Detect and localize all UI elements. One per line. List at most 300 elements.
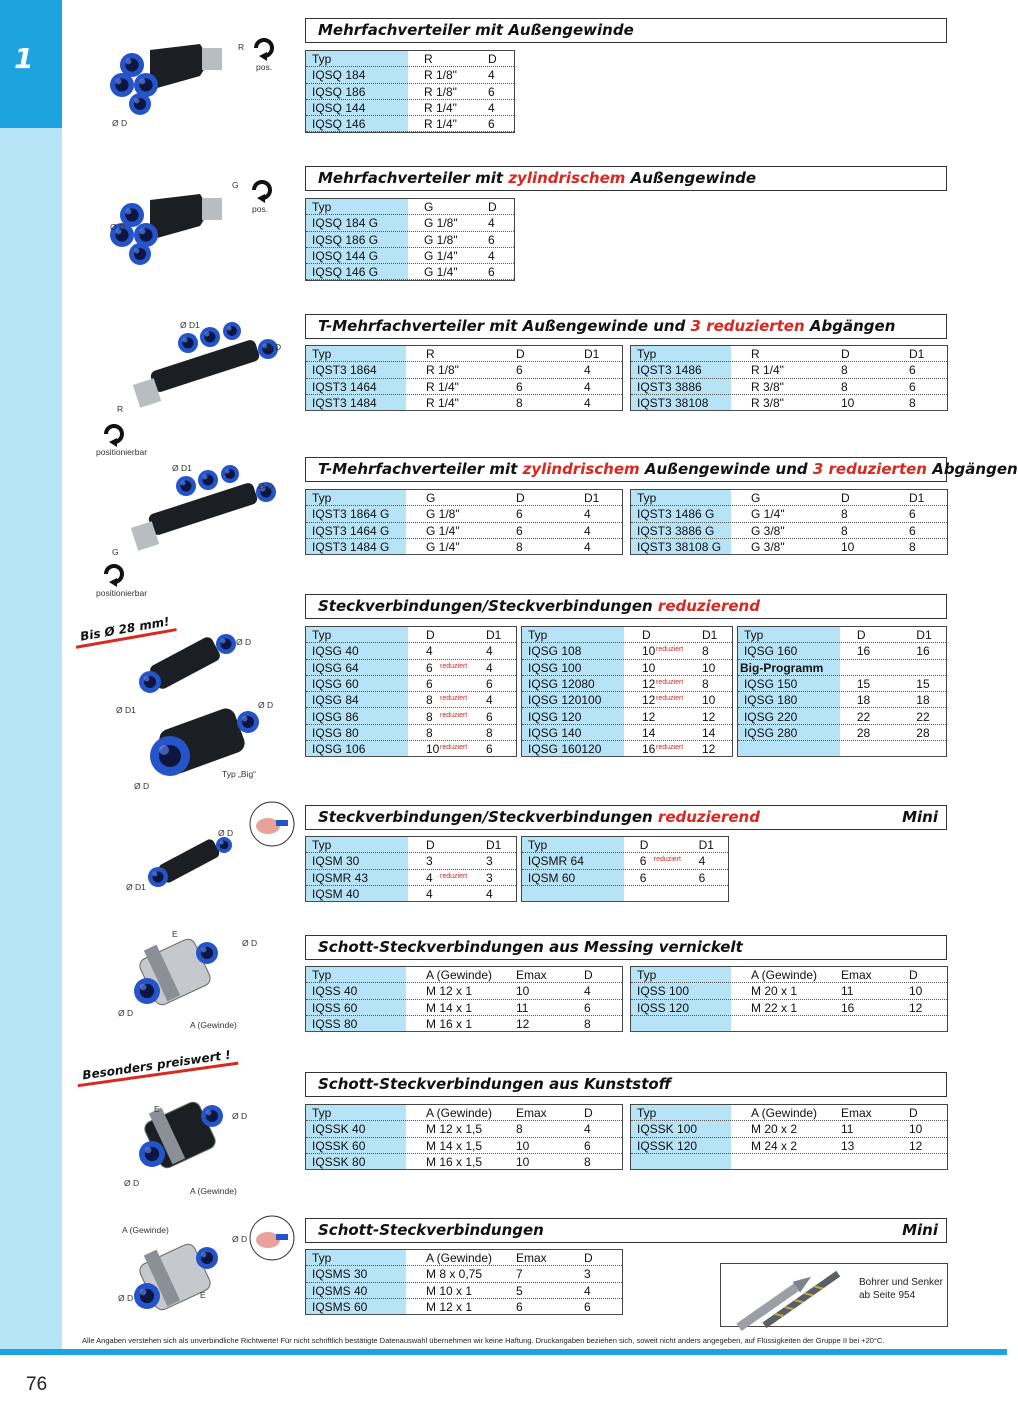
rotate-icon — [248, 176, 276, 204]
value-cell: 6 — [426, 676, 433, 691]
column-header: D1 — [584, 491, 600, 505]
table-row[interactable] — [522, 692, 732, 708]
spec-table — [305, 1249, 623, 1315]
value-cell: 6 — [488, 265, 495, 280]
table-row[interactable] — [522, 660, 732, 676]
title-part: Außengewinde — [625, 169, 757, 187]
title-highlight: 3 reduzierten — [812, 460, 927, 478]
value-cell: M 14 x 1 — [426, 1000, 473, 1015]
value-cell: M 10 x 1 — [426, 1283, 473, 1298]
value-cell: 8 — [426, 693, 433, 708]
value-cell: 6 — [639, 870, 647, 885]
image-label: Ø D1 — [116, 705, 136, 715]
title-part: T-Mehrfachverteiler mit Außengewinde und — [318, 317, 691, 335]
value-cell: M 8 x 0,75 — [426, 1267, 483, 1282]
value-cell: 12 — [642, 676, 656, 691]
image-label: Ø D — [232, 1234, 248, 1244]
image-label: Ø D — [258, 700, 274, 710]
value-cell: 11 — [841, 984, 854, 999]
value-cell: G 1/4" — [751, 507, 785, 522]
image-label: Ø D — [218, 828, 234, 838]
column-header: Emax — [516, 968, 547, 982]
table-row[interactable] — [738, 741, 946, 757]
type-cell: IQSQ 184 G — [312, 216, 379, 231]
column-header: A (Gewinde) — [426, 968, 493, 982]
table-row[interactable] — [306, 1154, 622, 1170]
image-label: Ø D — [258, 481, 274, 491]
value-cell: 18 — [856, 693, 871, 708]
table-row[interactable] — [306, 870, 516, 886]
type-cell: IQSG 84 — [312, 693, 359, 708]
value-cell: 4 — [584, 539, 591, 554]
table-row[interactable] — [306, 215, 514, 231]
column-header: D — [488, 200, 497, 214]
type-cell: IQSS 60 — [312, 1000, 358, 1015]
value-cell: 4 — [486, 644, 493, 659]
title-part: Abgängen — [926, 460, 1018, 478]
spec-table — [305, 966, 623, 1032]
image-label: Ø D — [266, 342, 282, 352]
table-row[interactable] — [522, 725, 732, 741]
value-cell: 3 — [426, 854, 433, 869]
table-row[interactable] — [306, 725, 516, 741]
table-row[interactable] — [738, 709, 946, 725]
drill-note-line-2: ab Seite 954 — [859, 1290, 916, 1301]
chapter-number: 1 — [14, 42, 34, 75]
table-header — [306, 627, 516, 643]
value-cell: 8 — [909, 539, 916, 554]
type-cell: IQSG 106 — [312, 742, 366, 757]
value-cell: 4 — [584, 507, 591, 522]
type-cell: IQSQ 144 — [312, 100, 366, 115]
table-row[interactable] — [306, 264, 514, 280]
column-header: Typ — [312, 1251, 332, 1265]
value-cell: 4 — [584, 379, 591, 394]
column-header: R — [424, 52, 433, 66]
value-cell: M 20 x 2 — [751, 1122, 798, 1137]
drill-bits-image — [721, 1264, 851, 1326]
table-row[interactable] — [738, 692, 946, 708]
table-row[interactable] — [306, 643, 516, 659]
column-header: G — [424, 200, 434, 214]
column-header: Typ — [637, 491, 657, 505]
image-label: pos. — [252, 204, 269, 214]
column-header: Typ — [312, 200, 332, 214]
spec-table — [630, 966, 948, 1032]
table-row[interactable] — [306, 1283, 622, 1299]
section-title — [305, 314, 947, 339]
table-row[interactable] — [306, 1266, 622, 1282]
value-cell: M 22 x 1 — [751, 1000, 798, 1015]
type-cell: IQST3 1864 — [312, 363, 377, 378]
table-row[interactable] — [306, 100, 514, 116]
value-cell: 16 — [642, 742, 656, 757]
spec-table — [305, 1104, 623, 1170]
section-title — [305, 18, 947, 43]
table-row[interactable] — [306, 1299, 622, 1315]
table-row[interactable] — [631, 395, 947, 411]
table-header — [306, 51, 514, 67]
table-row[interactable] — [631, 379, 947, 395]
value-cell: 8 — [516, 395, 523, 410]
rotate-icon — [100, 420, 128, 448]
type-cell: IQST3 38108 — [637, 395, 709, 410]
value-cell: 10 — [642, 644, 656, 659]
footer-note: Alle Angaben verstehen sich als unverbindliche Richtwerte! Für nicht schriftlich bestätigte Datenauswahl übernehmen wir keine Haftung. Druckangaben beziehen sich, soweit nicht anders angegeben, auf Flüssigkeiten der Gruppe II bei +20°C. — [82, 1336, 885, 1345]
value-cell: M 16 x 1,5 — [426, 1154, 483, 1169]
column-header: Typ — [312, 968, 332, 982]
table-header — [306, 490, 622, 506]
column-header: Typ — [637, 968, 657, 982]
value-cell: 8 — [584, 1154, 591, 1169]
type-cell: IQSG 180 — [743, 693, 798, 708]
image-label: Ø D1 — [172, 463, 192, 473]
column-header: A (Gewinde) — [426, 1106, 493, 1120]
column-header: D — [488, 52, 497, 66]
image-label: Ø D — [112, 118, 128, 128]
type-cell: IQSG 220 — [743, 709, 798, 724]
value-cell: R 1/8" — [424, 84, 457, 99]
table-row[interactable] — [631, 506, 947, 522]
value-cell: 22 — [916, 709, 930, 724]
column-header: Typ — [312, 347, 332, 361]
table-row[interactable] — [306, 709, 516, 725]
value-cell: R 1/4" — [751, 363, 784, 378]
image-label: E — [154, 1104, 160, 1114]
image-label: A (Gewinde) — [190, 1020, 237, 1030]
type-cell: IQST3 1486 — [637, 363, 702, 378]
value-cell: 10 — [909, 984, 923, 999]
column-header: D — [426, 628, 435, 642]
column-header: D — [639, 838, 649, 852]
type-cell: IQSQ 146 — [312, 117, 366, 132]
type-cell: IQST3 1484 G — [312, 539, 390, 554]
value-cell: 6 — [486, 709, 493, 724]
image-label: G — [112, 547, 119, 557]
value-cell: 8 — [486, 725, 493, 740]
type-cell: IQSSK 80 — [312, 1154, 366, 1169]
value-cell: 11 — [841, 1122, 854, 1137]
drill-note-line-1: Bohrer und Senker — [859, 1277, 943, 1288]
table-header — [306, 1105, 622, 1121]
value-cell: M 24 x 2 — [751, 1138, 798, 1153]
value-cell: 3 — [486, 854, 493, 869]
value-cell: 8 — [702, 676, 709, 691]
table-row[interactable] — [631, 1138, 947, 1154]
value-cell: 8 — [426, 709, 433, 724]
table-row[interactable] — [306, 67, 514, 83]
table-row[interactable] — [306, 886, 516, 902]
value-cell: 4 — [426, 644, 433, 659]
value-cell: 10 — [702, 660, 716, 675]
value-cell: 10 — [909, 1122, 923, 1137]
value-cell: M 12 x 1,5 — [426, 1122, 483, 1137]
value-cell: 12 — [642, 709, 656, 724]
table-row[interactable] — [522, 643, 732, 659]
value-cell: 6 — [516, 1299, 523, 1314]
value-cell: 6 — [909, 379, 916, 394]
section-title — [305, 935, 947, 960]
table-header — [306, 967, 622, 983]
value-cell: 6 — [698, 870, 706, 885]
value-cell: 4 — [426, 870, 433, 885]
type-cell: IQSS 100 — [637, 984, 690, 999]
table-row[interactable] — [306, 84, 514, 100]
manifold-image — [110, 30, 230, 120]
type-cell: IQSQ 184 — [312, 68, 366, 83]
manifold-image — [118, 468, 278, 563]
value-cell: G 1/4" — [426, 539, 460, 554]
reduced-badge: reduziert — [656, 744, 684, 752]
table-row[interactable] — [306, 1138, 622, 1154]
type-cell: IQSG 60 — [312, 676, 359, 691]
table-row[interactable] — [306, 232, 514, 248]
column-header: A (Gewinde) — [751, 1106, 818, 1120]
table-row[interactable] — [631, 1000, 947, 1016]
table-row[interactable] — [738, 725, 946, 741]
value-cell: 3 — [584, 1267, 591, 1282]
column-header: Typ — [312, 838, 332, 852]
column-header: D — [909, 1106, 918, 1120]
type-cell: IQSM 60 — [527, 870, 576, 885]
value-cell: 12 — [702, 742, 716, 757]
table-row[interactable] — [306, 676, 516, 692]
value-cell: M 12 x 1 — [426, 1299, 473, 1314]
table-row[interactable] — [306, 692, 516, 708]
table-row[interactable] — [306, 741, 516, 757]
spec-table — [737, 626, 947, 757]
column-header: Typ — [637, 347, 657, 361]
image-label: positionierbar — [96, 447, 148, 457]
type-cell: IQSM 40 — [312, 886, 360, 901]
big-connector-image — [140, 700, 260, 780]
value-cell: 4 — [584, 1283, 591, 1298]
finger-icon — [248, 800, 296, 848]
table-row[interactable] — [306, 983, 622, 999]
value-cell: 16 — [916, 644, 930, 659]
table-row[interactable] — [738, 660, 946, 676]
value-cell: 6 — [909, 507, 916, 522]
type-cell: IQSG 100 — [528, 660, 582, 675]
drill-reference-box[interactable] — [720, 1263, 948, 1327]
chapter-tab[interactable] — [0, 0, 62, 128]
column-header: D1 — [486, 838, 502, 852]
type-cell: IQSG 12080 — [528, 676, 595, 691]
image-label: Ø D — [134, 781, 150, 791]
table-row[interactable] — [306, 379, 622, 395]
reduced-badge: reduziert — [656, 646, 684, 654]
table-row[interactable] — [306, 116, 514, 132]
value-cell: M 20 x 1 — [751, 984, 798, 999]
section-title — [305, 1072, 947, 1097]
table-row[interactable] — [738, 676, 946, 692]
value-cell: 6 — [486, 676, 493, 691]
type-cell: IQST3 1464 G — [312, 523, 390, 538]
type-cell: IQSG 160 — [743, 644, 798, 659]
value-cell: 12 — [909, 1000, 923, 1015]
image-label: G — [232, 180, 239, 190]
table-row[interactable] — [631, 539, 947, 555]
value-cell: G 1/8" — [424, 216, 458, 231]
type-cell: IQSQ 186 — [312, 84, 366, 99]
title-part: Abgängen — [804, 317, 896, 335]
type-cell: IQST3 1484 — [312, 395, 377, 410]
table-row[interactable] — [306, 1121, 622, 1137]
value-cell: 6 — [909, 523, 916, 538]
spec-table — [305, 836, 517, 902]
table-row[interactable] — [306, 539, 622, 555]
value-cell: R 3/8" — [751, 379, 784, 394]
spec-table — [305, 345, 623, 411]
promo-label: Bis Ø 28 mm! — [73, 613, 177, 648]
spec-table — [305, 50, 515, 133]
connector-image — [130, 630, 240, 700]
image-label: Ø D1 — [126, 882, 146, 892]
value-cell: 6 — [486, 742, 493, 757]
value-cell: 4 — [486, 693, 493, 708]
value-cell: G 1/8" — [424, 232, 458, 247]
table-row[interactable] — [631, 362, 947, 378]
value-cell: 14 — [642, 725, 656, 740]
type-cell: IQSQ 146 G — [312, 265, 379, 280]
bulkhead-image — [125, 1240, 225, 1320]
column-header: D1 — [909, 347, 925, 361]
image-label: A (Gewinde) — [122, 1225, 169, 1235]
value-cell: 8 — [516, 539, 523, 554]
value-cell: M 12 x 1 — [426, 984, 473, 999]
column-header: D — [584, 1251, 593, 1265]
table-row[interactable] — [306, 1000, 622, 1016]
value-cell: 12 — [702, 709, 716, 724]
table-row[interactable] — [306, 248, 514, 264]
table-row[interactable] — [631, 523, 947, 539]
spec-table — [630, 345, 948, 411]
column-header: D — [841, 491, 850, 505]
table-row[interactable] — [306, 362, 622, 378]
table-row[interactable] — [306, 506, 622, 522]
column-header: D — [584, 1106, 593, 1120]
table-row[interactable] — [306, 395, 622, 411]
title-part: T-Mehrfachverteiler mit — [318, 460, 523, 478]
type-cell: IQST3 3886 — [637, 379, 702, 394]
title-part: Mehrfachverteiler mit Außengewinde — [318, 21, 634, 39]
value-cell: 6 — [516, 363, 523, 378]
type-cell: IQSG 86 — [312, 709, 359, 724]
bulkhead-image — [130, 1098, 230, 1178]
table-row[interactable] — [306, 660, 516, 676]
value-cell: 3 — [486, 870, 493, 885]
reduced-badge: reduziert — [440, 662, 468, 670]
value-cell: G 1/4" — [424, 265, 458, 280]
type-cell: IQSSK 100 — [637, 1122, 698, 1137]
mini-connector-image — [140, 835, 240, 895]
table-row[interactable] — [306, 853, 516, 869]
rotate-icon — [250, 34, 278, 62]
table-row[interactable] — [306, 1016, 622, 1032]
value-cell: 4 — [486, 660, 493, 675]
column-header: D — [856, 628, 866, 642]
value-cell: 6 — [584, 1138, 591, 1153]
column-header: Emax — [841, 968, 872, 982]
type-cell: IQSMS 60 — [312, 1299, 368, 1314]
table-row[interactable] — [306, 523, 622, 539]
column-header: Typ — [743, 628, 764, 642]
value-cell: 28 — [856, 725, 871, 740]
column-header: D1 — [698, 838, 714, 852]
type-cell: IQSS 120 — [637, 1000, 690, 1015]
column-header: D — [516, 491, 525, 505]
table-row[interactable] — [631, 1016, 947, 1032]
value-cell: 8 — [841, 379, 848, 394]
table-row[interactable] — [522, 870, 728, 886]
title-part: Schott-Steckverbindungen aus Messing vernickelt — [318, 938, 743, 956]
value-cell: 4 — [488, 68, 495, 83]
value-cell: 6 — [488, 232, 495, 247]
column-header: D1 — [584, 347, 600, 361]
table-row[interactable] — [631, 1121, 947, 1137]
table-row[interactable] — [522, 709, 732, 725]
title-part: Schott-Steckverbindungen — [318, 1221, 544, 1239]
section-title — [305, 594, 947, 619]
value-cell: 4 — [584, 1122, 591, 1137]
image-label: positionierbar — [96, 588, 148, 598]
value-cell: 6 — [516, 507, 523, 522]
value-cell: G 1/4" — [424, 248, 458, 263]
value-cell: 7 — [516, 1267, 523, 1282]
type-cell: Big-Programm — [740, 660, 824, 675]
value-cell: 4 — [488, 248, 495, 263]
value-cell: 4 — [698, 854, 706, 869]
value-cell: 4 — [486, 886, 493, 901]
table-row[interactable] — [522, 886, 728, 902]
type-cell: IQSSK 60 — [312, 1138, 366, 1153]
value-cell: 10 — [426, 742, 440, 757]
type-cell: IQSSK 120 — [637, 1138, 698, 1153]
table-row[interactable] — [522, 853, 728, 869]
table-row[interactable] — [631, 983, 947, 999]
table-header — [631, 490, 947, 506]
value-cell: 10 — [516, 984, 530, 999]
column-header: D — [909, 968, 918, 982]
image-label: Ø D — [232, 1111, 248, 1121]
value-cell: 6 — [516, 379, 523, 394]
table-row[interactable] — [738, 643, 946, 659]
table-row[interactable] — [522, 741, 732, 757]
table-row[interactable] — [631, 1154, 947, 1170]
column-header: Typ — [312, 628, 332, 642]
finger-icon — [248, 1214, 296, 1262]
value-cell: 10 — [702, 693, 716, 708]
value-cell: 4 — [488, 216, 495, 231]
column-header: A (Gewinde) — [426, 1251, 493, 1265]
side-strip — [0, 0, 62, 1352]
column-header: D — [841, 347, 850, 361]
value-cell: 4 — [584, 363, 591, 378]
type-cell: IQSG 140 — [528, 725, 582, 740]
value-cell: 4 — [488, 100, 495, 115]
column-header: A (Gewinde) — [751, 968, 818, 982]
image-label: Ø D — [110, 222, 126, 232]
value-cell: 15 — [916, 676, 930, 691]
type-cell: IQSG 40 — [312, 644, 359, 659]
value-cell: R 1/4" — [424, 117, 457, 132]
reduced-badge: reduziert — [440, 695, 468, 703]
title-part: Schott-Steckverbindungen aus Kunststoff — [318, 1075, 672, 1093]
spec-table — [521, 836, 729, 902]
type-cell: IQSMS 40 — [312, 1283, 368, 1298]
title-highlight: zylindrischem — [508, 169, 626, 187]
table-row[interactable] — [522, 676, 732, 692]
